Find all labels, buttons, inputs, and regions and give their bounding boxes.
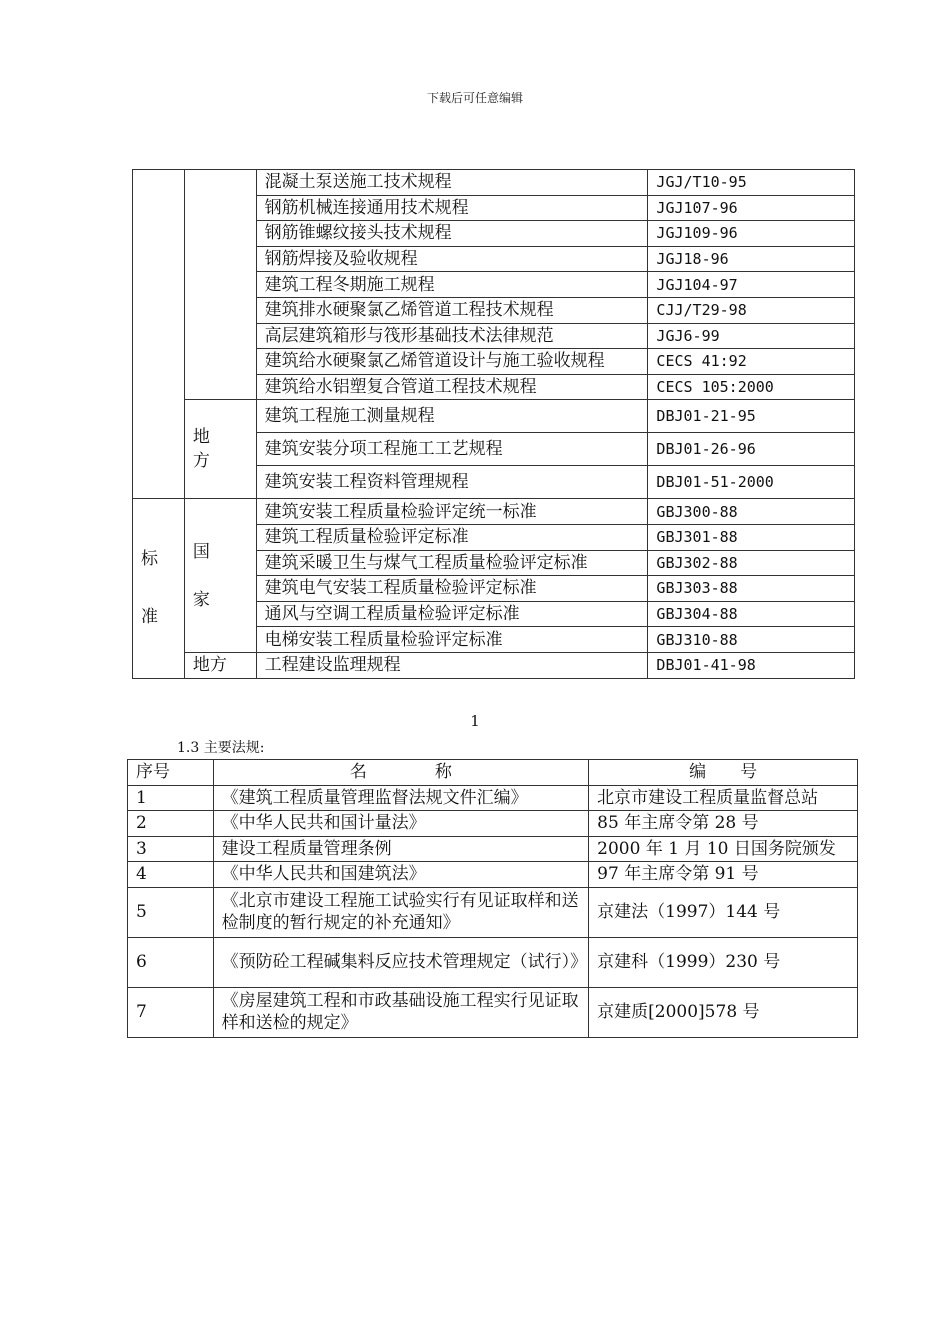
standard-name: 工程建设监理规程: [256, 652, 648, 678]
standard-name: 钢筋锥螺纹接头技术规程: [256, 221, 648, 247]
standard-name: 建筑电气安装工程质量检验评定标准: [256, 576, 648, 602]
standard-code: GBJ304-88: [648, 601, 855, 627]
table-row: [128, 987, 858, 1037]
local-category-label-2: 地方: [184, 652, 256, 678]
standard-label-char: 准: [141, 607, 158, 628]
standard-category-label: [133, 499, 185, 678]
local-category-label: [184, 400, 256, 499]
standard-name: 建筑给水铝塑复合管道工程技术规程: [256, 374, 648, 400]
national-category-label: [184, 499, 256, 653]
standard-name: 钢筋机械连接通用技术规程: [256, 195, 648, 221]
standard-code: DBJ01-51-2000: [648, 466, 855, 499]
table-row: [128, 785, 858, 811]
table-row: [128, 937, 858, 987]
law-number: 7: [128, 987, 214, 1037]
table-header-row: [128, 760, 858, 786]
header-code: 编 号: [589, 760, 858, 786]
standard-name: 混凝土泵送施工技术规程: [256, 170, 648, 196]
standards-table: [132, 169, 855, 679]
standard-name: 钢筋焊接及验收规程: [256, 246, 648, 272]
law-name: 《房屋建筑工程和市政基础设施工程实行见证取样和送检的规定》: [213, 987, 589, 1037]
law-code: 97 年主席令第 91 号: [589, 862, 858, 888]
law-code: 京建科（1999）230 号: [589, 937, 858, 987]
law-name: 《中华人民共和国建筑法》: [213, 862, 589, 888]
table-row: [128, 862, 858, 888]
standard-name: 建筑安装分项工程施工工艺规程: [256, 433, 648, 466]
law-name: 建设工程质量管理条例: [213, 836, 589, 862]
law-code: 85 年主席令第 28 号: [589, 811, 858, 837]
standard-name: 高层建筑箱形与筏形基础技术法律规范: [256, 323, 648, 349]
law-number: 2: [128, 811, 214, 837]
table-row: [133, 170, 855, 196]
standard-name: 建筑工程冬期施工规程: [256, 272, 648, 298]
law-code: 京建法（1997）144 号: [589, 887, 858, 937]
law-name: 《北京市建设工程施工试验实行有见证取样和送检制度的暂行规定的补充通知》: [213, 887, 589, 937]
standard-code: CJJ/T29-98: [648, 297, 855, 323]
table-row: [128, 887, 858, 937]
standard-code: CECS 41:92: [648, 349, 855, 375]
page-number: 1: [470, 712, 480, 730]
page-header-note: 下载后可任意编辑: [426, 91, 523, 105]
standard-code: JGJ/T10-95: [648, 170, 855, 196]
table-row: [128, 811, 858, 837]
standard-code: GBJ301-88: [648, 524, 855, 550]
standard-code: GBJ302-88: [648, 550, 855, 576]
standard-code: DBJ01-41-98: [648, 652, 855, 678]
table-row: [128, 836, 858, 862]
standard-code: JGJ107-96: [648, 195, 855, 221]
standard-name: 通风与空调工程质量检验评定标准: [256, 601, 648, 627]
local-label-char: 方: [192, 451, 210, 472]
law-number: 4: [128, 862, 214, 888]
header-name: 名 称: [213, 760, 589, 786]
standard-name: 建筑给水硬聚氯乙烯管道设计与施工验收规程: [256, 349, 648, 375]
header-number: 序号: [128, 760, 214, 786]
standard-code: CECS 105:2000: [648, 374, 855, 400]
standard-code: GBJ303-88: [648, 576, 855, 602]
law-code: 京建质[2000]578 号: [589, 987, 858, 1037]
standard-name: 建筑采暖卫生与煤气工程质量检验评定标准: [256, 550, 648, 576]
law-number: 1: [128, 785, 214, 811]
law-name: 《中华人民共和国计量法》: [213, 811, 589, 837]
standard-code: JGJ18-96: [648, 246, 855, 272]
national-label-char: 家: [192, 589, 210, 610]
subcategory-cell-empty: [184, 170, 256, 400]
law-number: 5: [128, 887, 214, 937]
national-label-char: 国: [192, 541, 210, 562]
standard-code: GBJ300-88: [648, 499, 855, 525]
standard-name: 电梯安装工程质量检验评定标准: [256, 627, 648, 653]
section-title: 1.3 主要法规:: [177, 740, 265, 756]
law-name: 《建筑工程质量管理监督法规文件汇编》: [213, 785, 589, 811]
standard-name: 建筑工程质量检验评定标准: [256, 524, 648, 550]
standard-code: DBJ01-21-95: [648, 400, 855, 433]
standard-name: 建筑安装工程资料管理规程: [256, 466, 648, 499]
law-number: 6: [128, 937, 214, 987]
law-code: 2000 年 1 月 10 日国务院颁发: [589, 836, 858, 862]
table-row: [133, 652, 855, 678]
standard-code: JGJ104-97: [648, 272, 855, 298]
local-label-char: 地: [192, 427, 210, 448]
laws-table: [127, 759, 858, 1038]
standard-code: JGJ109-96: [648, 221, 855, 247]
standard-name: 建筑安装工程质量检验评定统一标准: [256, 499, 648, 525]
standard-code: JGJ6-99: [648, 323, 855, 349]
table-row: [133, 499, 855, 525]
table-row: [133, 400, 855, 433]
law-code: 北京市建设工程质量监督总站: [589, 785, 858, 811]
category-cell-empty: [133, 170, 185, 499]
standard-name: 建筑工程施工测量规程: [256, 400, 648, 433]
law-number: 3: [128, 836, 214, 862]
standard-label-char: 标: [141, 549, 158, 570]
standard-name: 建筑排水硬聚氯乙烯管道工程技术规程: [256, 297, 648, 323]
standard-code: DBJ01-26-96: [648, 433, 855, 466]
standard-code: GBJ310-88: [648, 627, 855, 653]
law-name: 《预防砼工程碱集料反应技术管理规定（试行）》: [213, 937, 589, 987]
